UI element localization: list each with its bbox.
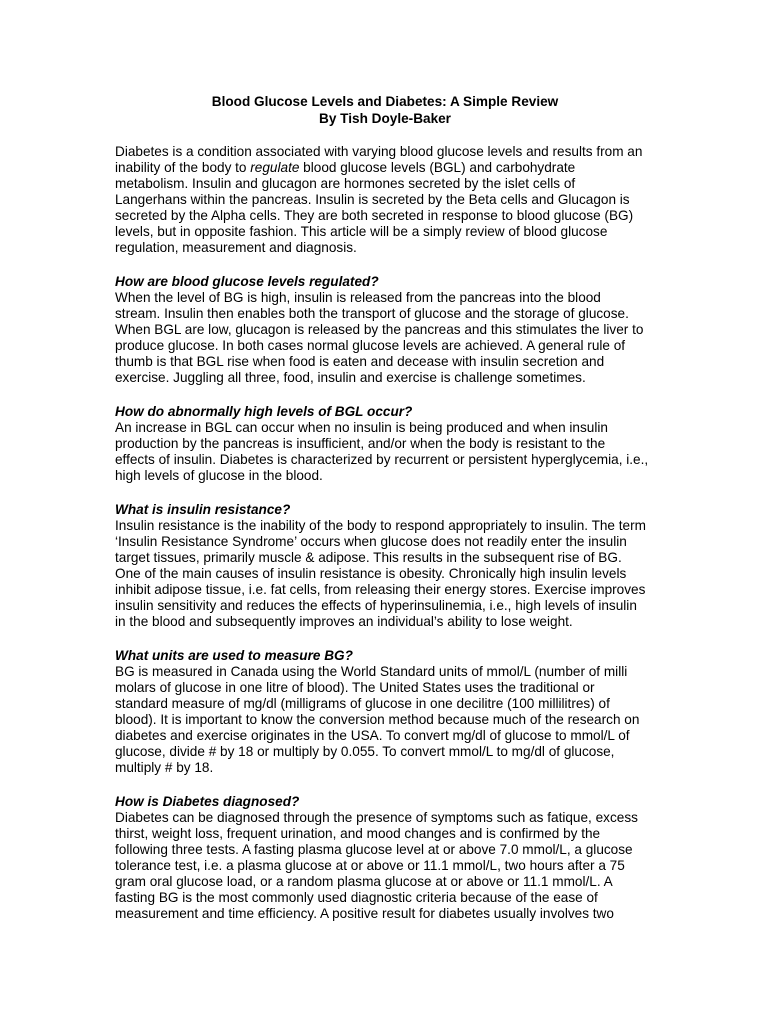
paragraph-line: thumb is that BGL rise when food is eaten and decease with insulin secretion and bbox=[115, 354, 605, 369]
paragraph-line: Insulin resistance is the inability of the body to respond appropriately to insulin. The term bbox=[115, 518, 646, 533]
section-heading: How are blood glucose levels regulated? bbox=[115, 274, 379, 289]
paragraph-line: measurement and time efficiency. A positive result for diabetes usually involves two bbox=[115, 906, 614, 921]
paragraph-line: insulin sensitivity and reduces the effects of hyperinsulinemia, i.e., high levels of insulin bbox=[115, 598, 637, 613]
paragraph-line: high levels of glucose in the blood. bbox=[115, 468, 323, 483]
paragraph-line: BG is measured in Canada using the World Standard units of mmol/L (number of milli bbox=[115, 664, 628, 679]
document-title: Blood Glucose Levels and Diabetes: A Simple Review bbox=[211, 94, 559, 109]
emphasis-text: regulate bbox=[250, 160, 300, 175]
section-heading: How is Diabetes diagnosed? bbox=[115, 794, 300, 809]
paragraph-line: multiply # by 18. bbox=[115, 760, 214, 775]
paragraph-line: stream. Insulin then enables both the transport of glucose and the storage of glucose. bbox=[115, 306, 629, 321]
paragraph-line: secreted by the Alpha cells. They are both secreted in response to blood glucose (BG) bbox=[115, 208, 634, 223]
paragraph-line: When the level of BG is high, insulin is released from the pancreas into the blood bbox=[115, 290, 601, 305]
paragraph-line bbox=[115, 160, 575, 176]
paragraph-line: in the blood and subsequently improves an individual’s ability to lose weight. bbox=[115, 614, 573, 629]
text-run: inability of the body to bbox=[115, 160, 251, 175]
paragraph-line: inhibit adipose tissue, i.e. fat cells, from releasing their energy stores. Exercise improves bbox=[115, 582, 646, 597]
text-run: blood glucose levels (BGL) and carbohydrate bbox=[299, 160, 576, 175]
paragraph-line: production by the pancreas is insufficient, and/or when the body is resistant to the bbox=[115, 436, 606, 451]
paragraph-line: tolerance test, i.e. a plasma glucose at or above or 11.1 mmol/L, two hours after a 75 bbox=[115, 858, 625, 873]
paragraph-line: Langerhans within the pancreas. Insulin is secreted by the Beta cells and Glucagon is bbox=[115, 192, 630, 207]
section-heading: How do abnormally high levels of BGL occur? bbox=[115, 404, 413, 419]
paragraph-line: standard measure of mg/dl (milligrams of glucose in one decilitre (100 millilitres) of bbox=[115, 696, 610, 711]
paragraph-line: effects of insulin. Diabetes is characterized by recurrent or persistent hyperglycemia, i.e., bbox=[115, 452, 649, 467]
document-byline: By Tish Doyle-Baker bbox=[319, 111, 451, 126]
paragraph-line: blood). It is important to know the conversion method because much of the research on bbox=[115, 712, 640, 727]
paragraph-line: produce glucose. In both cases normal glucose levels are achieved. A general rule of bbox=[115, 338, 626, 353]
paragraph-line: When BGL are low, glucagon is released by the pancreas and this stimulates the liver to bbox=[115, 322, 644, 337]
paragraph-line: molars of glucose in one litre of blood). The United States uses the traditional or bbox=[115, 680, 595, 695]
paragraph-line: levels, but in opposite fashion. This article will be a simply review of blood glucose bbox=[115, 224, 608, 239]
paragraph-line: An increase in BGL can occur when no insulin is being produced and when insulin bbox=[115, 420, 608, 435]
paragraph-line: regulation, measurement and diagnosis. bbox=[115, 240, 357, 255]
paragraph-line: exercise. Juggling all three, food, insulin and exercise is challenge sometimes. bbox=[115, 370, 586, 385]
paragraph-line: Diabetes can be diagnosed through the presence of symptoms such as fatique, excess bbox=[115, 810, 638, 825]
paragraph-line: metabolism. Insulin and glucagon are hormones secreted by the islet cells of bbox=[115, 176, 576, 191]
paragraph-line: diabetes and exercise originates in the USA. To convert mg/dl of glucose to mmol/L of bbox=[115, 728, 630, 743]
paragraph-line: glucose, divide # by 18 or multiply by 0.055. To convert mmol/L to mg/dl of glucose, bbox=[115, 744, 615, 759]
paragraph-line: ‘Insulin Resistance Syndrome’ occurs when glucose does not readily enter the insulin bbox=[115, 534, 627, 549]
paragraph-line: target tissues, primarily muscle & adipose. This results in the subsequent rise of BG. bbox=[115, 550, 622, 565]
section-heading: What is insulin resistance? bbox=[115, 502, 291, 517]
paragraph-line: One of the main causes of insulin resistance is obesity. Chronically high insulin levels bbox=[115, 566, 627, 581]
section-heading: What units are used to measure BG? bbox=[115, 648, 353, 663]
paragraph-line: Diabetes is a condition associated with varying blood glucose levels and results from an bbox=[115, 144, 643, 159]
paragraph-line: gram oral glucose load, or a random plasma glucose at or above or 11.1 mmol/L. A bbox=[115, 874, 613, 889]
paragraph-line: fasting BG is the most commonly used diagnostic criteria because of the ease of bbox=[115, 890, 598, 905]
paragraph-line: following three tests. A fasting plasma glucose level at or above 7.0 mmol/L, a glucose bbox=[115, 842, 633, 857]
paragraph-line: thirst, weight loss, frequent urination, and mood changes and is confirmed by the bbox=[115, 826, 601, 841]
